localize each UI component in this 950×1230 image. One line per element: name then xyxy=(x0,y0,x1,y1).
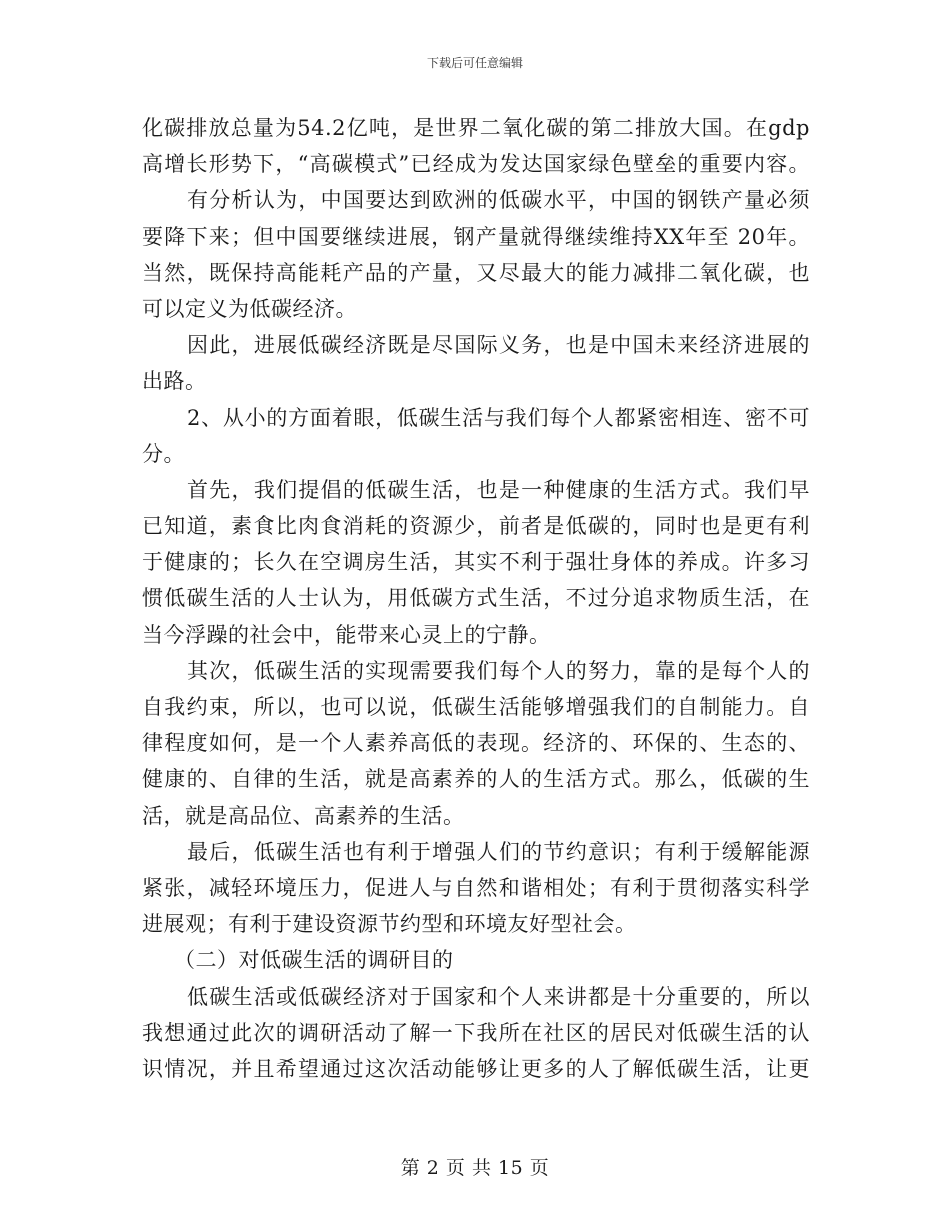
paragraph-start: 其次，低碳生活的实现需要我们每个人的努力，靠的是每个人的 xyxy=(187,658,810,683)
text-line: 进展观；有利于建设资源节约型和环境友好型社会。 xyxy=(142,912,637,937)
text-line: 可以定义为低碳经济。 xyxy=(142,296,357,321)
text-line: 律程度如何，是一个人素养高低的表现。经济的、环保的、生态的、 xyxy=(142,731,810,756)
text-line: 高增长形势下，“高碳模式”已经成为发达国家绿色壁垒的重要内容。 xyxy=(142,152,810,177)
text-line: 分。 xyxy=(142,441,185,466)
page-header: 下载后可任意编辑 xyxy=(426,56,523,70)
paragraph-start: 因此，进展低碳经济既是尽国际义务，也是中国未来经济进展的 xyxy=(187,333,810,358)
text-line: 当今浮躁的社会中，能带来心灵上的宁静。 xyxy=(142,622,551,647)
section-item: 2、从小的方面着眼，低碳生活与我们每个人都紧密相连、密不可 xyxy=(187,405,810,430)
text-line: 健康的、自律的生活，就是高素养的人的生活方式。那么，低碳的生 xyxy=(142,767,810,792)
document-body xyxy=(142,110,810,1087)
text-line: 活，就是高品位、高素养的生活。 xyxy=(142,803,465,828)
text-line: 当然，既保持高能耗产品的产量，又尽最大的能力减排二氧化碳，也 xyxy=(142,260,810,285)
text-line: 出路。 xyxy=(142,369,207,394)
page-number: 第 2 页 共 15 页 xyxy=(400,1157,550,1179)
text-line: 我想通过此次的调研活动了解一下我所在社区的居民对低碳生活的认 xyxy=(142,1020,810,1045)
text-line: 于健康的；长久在空调房生活，其实不利于强壮身体的养成。许多习 xyxy=(142,550,810,575)
paragraph-start: 低碳生活或低碳经济对于国家和个人来讲都是十分重要的，所以 xyxy=(187,984,810,1009)
paragraph-start: 最后，低碳生活也有利于增强人们的节约意识；有利于缓解能源 xyxy=(187,839,810,864)
text-line: 识情况，并且希望通过这次活动能够让更多的人了解低碳生活，让更 xyxy=(142,1056,810,1081)
text-line: 已知道，素食比肉食消耗的资源少，前者是低碳的，同时也是更有利 xyxy=(142,514,810,539)
text-line: 惯低碳生活的人士认为，用低碳方式生活，不过分追求物质生活，在 xyxy=(142,586,810,611)
paragraph-start: 有分析认为，中国要达到欧洲的低碳水平，中国的钢铁产量必须 xyxy=(187,188,810,213)
text-line: 要降下来；但中国要继续进展，钢产量就得继续维持XX年至 20年。 xyxy=(142,224,810,249)
text-line: 紧张，减轻环境压力，促进人与自然和谐相处；有利于贯彻落实科学 xyxy=(142,875,810,900)
section-heading: （二）对低碳生活的调研目的 xyxy=(174,948,454,973)
text-line: 化碳排放总量为54.2亿吨，是世界二氧化碳的第二排放大国。在gdp xyxy=(142,116,810,140)
paragraph-start: 首先，我们提倡的低碳生活，也是一种健康的生活方式。我们早 xyxy=(187,477,810,502)
text-line: 自我约束，所以，也可以说，低碳生活能够增强我们的自制能力。自 xyxy=(142,695,810,719)
